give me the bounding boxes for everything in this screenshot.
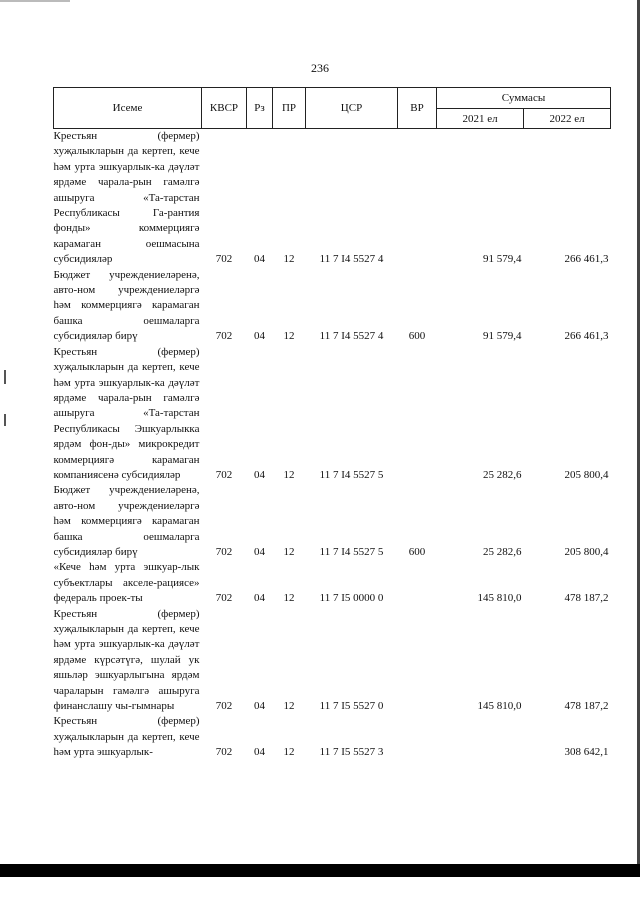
header-vr: ВР [398, 88, 437, 129]
row-sum-2021 [437, 714, 524, 760]
row-name: Крестьян (фермер) хуҗалыкларын да кертеп, кече һәм урта эшкуарлык-ка дәүләт ярдәме күрсәтүгә, шулай ук яшьләр эшкуарлыгына ярдәм чараларын гамәлгә ашыруга финанслашу чы-гымнары [53, 607, 200, 713]
row-vr [398, 345, 437, 484]
row-sum-2022: 266 461,3 [564, 253, 609, 266]
row-pr: 12 [283, 330, 295, 343]
scan-mark [4, 370, 6, 384]
table-row [54, 714, 611, 760]
page-number: 236 [311, 61, 329, 75]
scan-edge-bottom [0, 864, 640, 877]
table-header [54, 88, 611, 129]
row-vr [398, 129, 437, 268]
header-kvsr: КВСР [202, 88, 247, 129]
row-vr [398, 714, 437, 760]
header-year-2022: 2022 ел [524, 109, 611, 129]
row-kvsr: 702 [215, 253, 233, 266]
scan-artifact-top [0, 0, 70, 2]
table-row [54, 560, 611, 606]
row-sum-2022: 478 187,2 [564, 592, 609, 605]
row-sum-2021: 91 579,4 [483, 253, 522, 266]
header-sums: Суммасы [437, 88, 611, 109]
row-sum-2021: 145 810,0 [477, 700, 522, 713]
row-sum-2022: 205 800,4 [564, 468, 609, 481]
row-sum-2022: 266 461,3 [564, 330, 609, 343]
row-csr: 11 7 I4 5527 4 [319, 253, 384, 266]
table-body [54, 129, 611, 761]
row-rz: 04 [254, 746, 265, 759]
header-year-2021: 2021 ел [437, 109, 524, 129]
row-rz: 04 [254, 592, 265, 605]
row-sum-2021: 145 810,0 [477, 592, 522, 605]
row-csr: 11 7 I5 5527 0 [319, 700, 384, 713]
row-name: Крестьян (фермер) хуҗалыкларын да кертеп, кече һәм урта эшкуарлык-ка дәүләт ярдәме чарала-рын гамәлгә ашыруга «Та-тарстан Республикасы Эшкуарлыкка ярдәм фон-ды» микрокредит коммерциягә карамаган компаниясенә субсидияләр [53, 345, 200, 481]
row-sum-2021: 25 282,6 [483, 545, 522, 558]
table-row [54, 607, 611, 715]
table-row [54, 483, 611, 560]
row-kvsr: 702 [215, 545, 233, 558]
row-pr: 12 [283, 253, 295, 266]
row-rz: 04 [254, 468, 265, 481]
row-vr: 600 [408, 545, 426, 558]
row-csr: 11 7 I4 5527 5 [319, 545, 384, 558]
row-rz: 04 [254, 253, 265, 266]
row-rz: 04 [254, 330, 265, 343]
row-sum-2021: 91 579,4 [483, 330, 522, 343]
row-name: Бюджет учреждениеләренә, авто-ном учреждениеләргә һәм коммерциягә карамаган башка оешмаларга субсидияләр бирү [53, 268, 200, 343]
row-kvsr: 702 [215, 468, 233, 481]
row-sum-2021: 25 282,6 [483, 468, 522, 481]
row-csr: 11 7 I4 5527 4 [319, 330, 384, 343]
table-row [54, 268, 611, 345]
row-pr: 12 [283, 545, 295, 558]
row-name: Крестьян (фермер) хуҗалыкларын да кертеп, кече һәм урта эшкуарлык-ка дәүләт ярдәме чарала-рын гамәлгә ашыруга «Та-тарстан Республикасы Га-рантия фонды» коммерциягә карамаган оешмасына субсидияләр [53, 130, 200, 266]
row-csr: 11 7 I5 5527 3 [319, 746, 384, 759]
row-kvsr: 702 [215, 592, 233, 605]
header-csr: ЦСР [306, 88, 398, 129]
header-pr: ПР [273, 88, 306, 129]
row-sum-2022: 205 800,4 [564, 545, 609, 558]
header-name: Исеме [54, 88, 202, 129]
row-csr: 11 7 I5 0000 0 [319, 592, 384, 605]
table-row [54, 345, 611, 484]
header-rz: Рз [247, 88, 273, 129]
row-name: «Кече һәм урта эшкуар-лык субъектлары акселе-рациясе» федераль проек-ты [53, 561, 200, 605]
row-csr: 11 7 I4 5527 5 [319, 468, 384, 481]
scan-mark [4, 414, 6, 426]
row-pr: 12 [283, 592, 295, 605]
row-name: Бюджет учреждениеләренә, авто-ном учреждениеләргә һәм коммерциягә карамаган башка оешмаларга субсидияләр бирү [53, 484, 200, 558]
row-vr: 600 [408, 330, 426, 343]
row-name: Крестьян (фермер) хуҗалыкларын да кертеп, кече һәм урта эшкуарлык- [53, 715, 200, 759]
row-rz: 04 [254, 545, 265, 558]
row-rz: 04 [254, 700, 265, 713]
row-sum-2022: 308 642,1 [564, 746, 609, 759]
row-pr: 12 [283, 468, 295, 481]
row-pr: 12 [283, 700, 295, 713]
budget-table [53, 87, 611, 761]
row-kvsr: 702 [215, 700, 233, 713]
table-row [54, 129, 611, 268]
row-vr [398, 560, 437, 606]
row-kvsr: 702 [215, 330, 233, 343]
row-vr [398, 607, 437, 715]
row-kvsr: 702 [215, 746, 233, 759]
row-pr: 12 [283, 746, 295, 759]
row-sum-2022: 478 187,2 [564, 700, 609, 713]
